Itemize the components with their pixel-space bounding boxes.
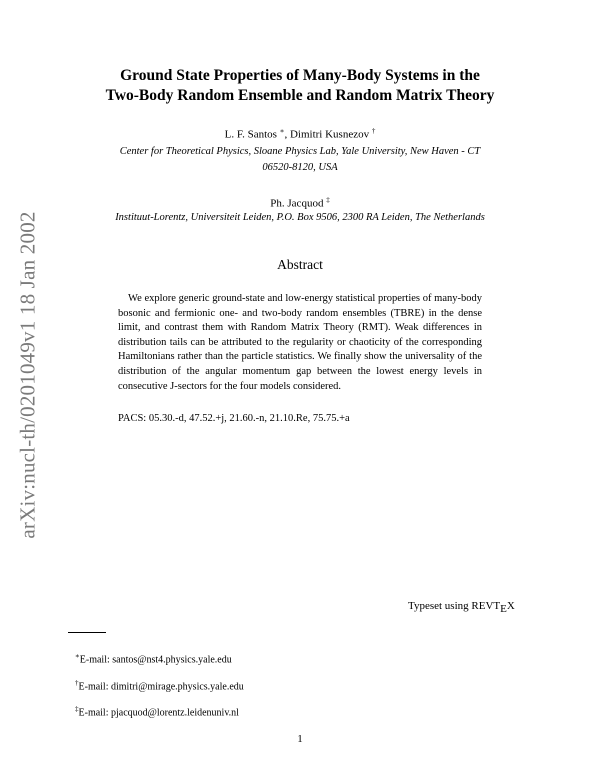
author-line-2 bbox=[60, 196, 540, 210]
abstract-body: We explore generic ground-state and low-energy statistical properties of many-body bosonic and fermionic one- and two-body random ensembles (TBRE) in the dense limit, and contrast them with Random Matrix Theory (RMT). Weak differences in distribution tails can be attributed to the regularity or chaoticity of the corresponding Hamiltonians rather than the particle statistics. We finally show the universality of the distribution of the angular momentum gap between the lowest energy levels in consecutive J-sectors for the four models considered. bbox=[118, 293, 482, 392]
title-line-1: Ground State Properties of Many-Body Systems in the bbox=[120, 67, 480, 84]
typeset-e: E bbox=[500, 603, 507, 615]
typeset-t: T bbox=[493, 600, 501, 612]
footnote-1-mark: ∗ bbox=[75, 652, 80, 660]
footnote-1-text: E-mail: santos@nst4.physics.yale.edu bbox=[79, 654, 232, 666]
page-number: 1 bbox=[297, 733, 303, 745]
author-mark-2: † bbox=[371, 127, 376, 135]
footnote-2 bbox=[75, 679, 244, 692]
footnote-2-mark: † bbox=[75, 679, 79, 687]
footnote-2-text: E-mail: dimitri@mirage.physics.yale.edu bbox=[78, 681, 244, 693]
author-line-1 bbox=[60, 127, 540, 141]
arxiv-stamp bbox=[8, 210, 48, 540]
author-kusnezov: Dimitri Kusnezov bbox=[289, 128, 370, 141]
footnote-rule bbox=[68, 632, 106, 633]
author-mark-3: ‡ bbox=[326, 196, 330, 204]
footnote-3 bbox=[75, 705, 239, 718]
typeset-prefix: Typeset using REV bbox=[408, 600, 494, 612]
footnote-3-text: E-mail: pjacquod@lorentz.leidenuniv.nl bbox=[78, 707, 239, 719]
arxiv-id: arXiv:nucl-th/0201049v1 18 Jan 2002 bbox=[15, 211, 40, 539]
author-separator: , bbox=[284, 128, 290, 141]
typeset-note bbox=[408, 600, 515, 615]
paper-title bbox=[60, 66, 540, 106]
author-mark-1: ∗ bbox=[279, 127, 285, 135]
typeset-x: X bbox=[506, 600, 515, 612]
abstract-heading: Abstract bbox=[277, 257, 323, 272]
pacs-codes: PACS: 05.30.-d, 47.52.+j, 21.60.-n, 21.10.Re, 75.75.+a bbox=[118, 413, 350, 424]
footnote-3-mark: ‡ bbox=[75, 705, 79, 713]
author-jacquod: Ph. Jacquod bbox=[270, 197, 324, 210]
affiliation-2: Instituut-Lorentz, Universiteit Leiden, P.O. Box 9506, 2300 RA Leiden, The Netherlands bbox=[115, 212, 485, 223]
affiliation-1 bbox=[60, 144, 540, 176]
footnote-1 bbox=[75, 652, 232, 665]
affiliation-1-line-2: 06520-8120, USA bbox=[262, 162, 338, 173]
affiliation-1-line-1: Center for Theoretical Physics, Sloane Physics Lab, Yale University, New Haven - CT bbox=[119, 146, 481, 157]
author-santos: L. F. Santos bbox=[224, 128, 277, 141]
title-line-2: Two-Body Random Ensemble and Random Matrix Theory bbox=[105, 87, 495, 104]
